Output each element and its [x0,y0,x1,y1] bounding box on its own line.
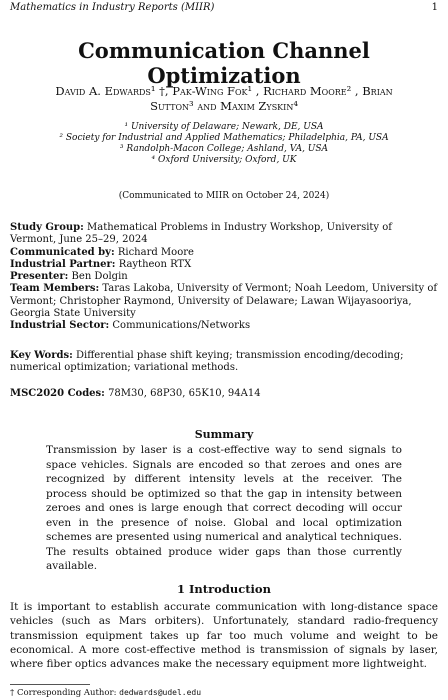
footnote [10,688,438,698]
introduction-text: It is important to establish accurate communication with long-distance space vehicles (such as Mars orbiters). Unfortunately, standard radio-frequency transmission equipment takes up far too much volume and weight to be economical. A more cost-effective method is transmission of signals by laser, where fiber optics advances make the necessary equipment more lightweight. [10,601,438,671]
author-line-1: David A. Edwards¹ †, Pak-Wing Fok¹ , Richard Moore² , Brian [55,84,393,98]
paper-title: Communication Channel Optimization [78,38,370,88]
communicated-by-value: Richard Moore [117,246,194,258]
presenter [10,271,438,283]
msc-label: MSC2020 Codes: [10,388,105,399]
summary-text: Transmission by laser is a cost-effective way to send signals to space vehicles. Signals are encoded so that zeroes and ones are recognized by different intensity levels at the receiver. The process should be optimized so that the gap in intensity between zeroes and ones is large enough that correct decoding will occur even in the presence of noise. Global and local optimization schemes are presented using numerical and analytical techniques. The results obtained produce wider gaps than those currently available. [46,444,402,572]
metadata-block [10,222,438,333]
communicated-by-label: Communicated by: [10,246,115,258]
affiliation-2: ² Society for Industrial and Applied Mathematics; Philadelphia, PA, USA [59,133,389,143]
journal-name: Mathematics in Industry Reports (MIIR) [10,2,215,13]
keywords-label: Key Words: [10,350,73,361]
sector-label: Industrial Sector: [10,320,110,332]
sector-value: Communications/Networks [112,320,251,332]
industrial-partner [10,259,438,271]
keywords [10,350,438,375]
study-group-value: Mathematical Problems in Industry Workshop, University of Vermont, June 25–29, 2024 [10,222,392,246]
presenter-value: Ben Dolgin [71,271,128,283]
page-number: 1 [431,2,438,13]
affiliation-4: ⁴ Oxford University; Oxford, UK [151,155,297,165]
affiliation-3: ³ Randolph-Macon College; Ashland, VA, USA [119,144,329,154]
corresponding-email[interactable]: dedwards@udel.edu [119,688,202,697]
affiliation-1: ¹ University of Delaware; Newark, DE, USA [124,122,324,132]
msc-text: 78M30, 68P30, 65K10, 94A14 [108,388,261,399]
industrial-sector [10,320,438,332]
keywords-text: Differential phase shift keying; transmission encoding/decoding; numerical optimization; variational methods. [10,350,404,374]
footnote-label: † Corresponding Author: [10,688,117,698]
running-header [10,2,438,13]
communicated-by [10,247,438,259]
team-members [10,283,438,320]
introduction-heading: 1 Introduction [177,582,271,596]
study-group-label: Study Group: [10,222,84,233]
author-list [20,84,428,114]
affiliations [20,122,428,166]
study-group [10,222,438,247]
partner-value: Raytheon RTX [118,258,192,270]
msc-codes [10,388,438,400]
team-label: Team Members: [10,283,100,295]
team-value: Taras Lakoba, University of Vermont; Noah Leedom, University of Vermont; Christopher Raymond, University of Delaware; Lawan Wijayasooriya, Georgia State University [10,283,438,320]
partner-label: Industrial Partner: [10,258,116,270]
summary-heading: Summary [194,428,254,441]
author-line-2: Sutton³ and Maxim Zyskin⁴ [150,99,298,113]
communicated-note: (Communicated to MIIR on October 24, 2024) [118,191,330,201]
presenter-label: Presenter: [10,271,69,283]
footnote-divider [10,684,90,685]
